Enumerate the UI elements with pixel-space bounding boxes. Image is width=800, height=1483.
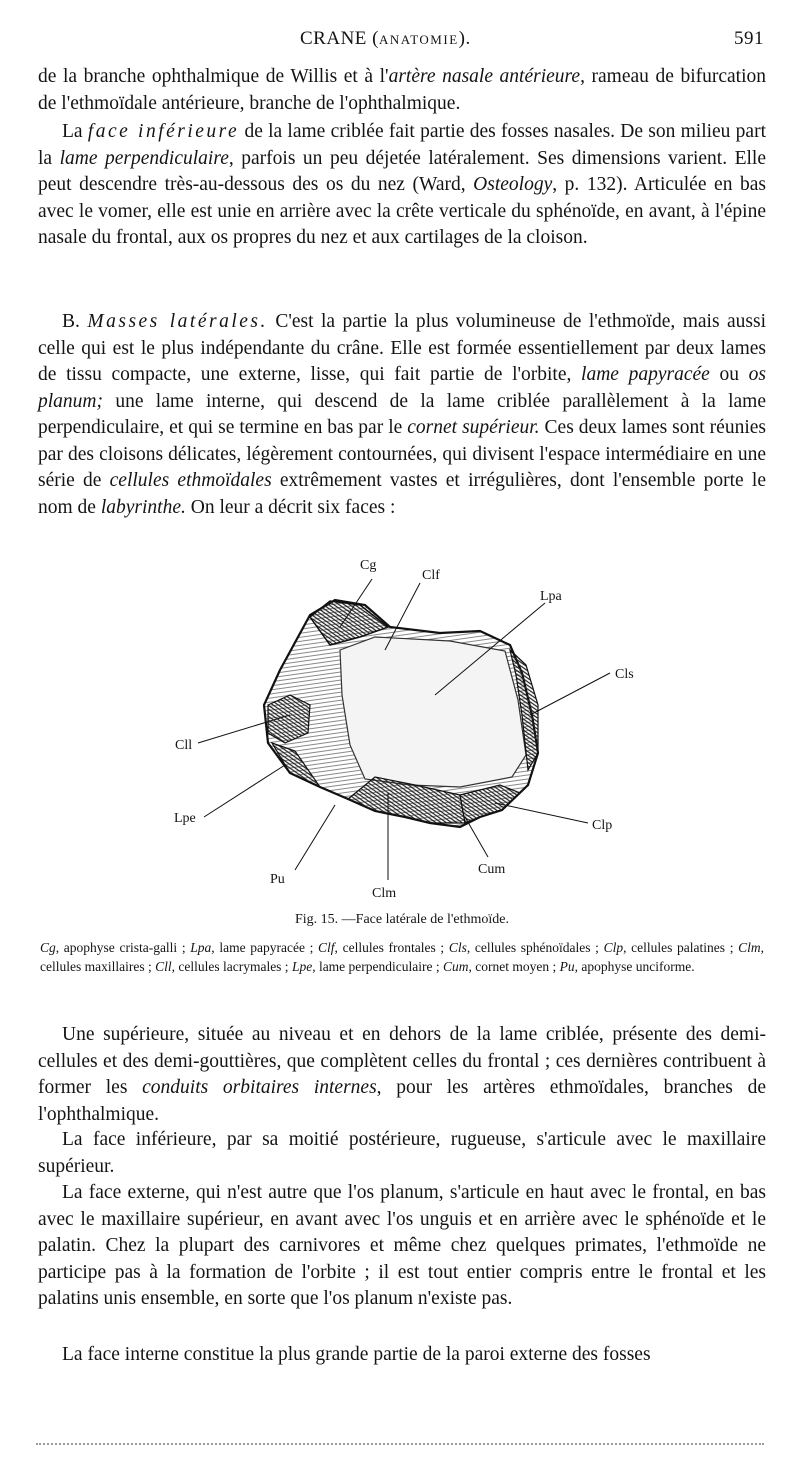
figure-legend: [40, 938, 764, 976]
label-lpa: Lpa: [540, 589, 562, 604]
italic-term: cornet supérieur.: [407, 417, 540, 438]
text-run: , pour les artères ethmoïdales, branches de l'ophthalmique.: [38, 1077, 766, 1125]
label-pu: Pu: [270, 872, 285, 887]
label-clf: Clf: [422, 568, 440, 583]
running-title-end: ).: [458, 28, 471, 49]
text-run: extrêmement vastes et irrégulières, dont l'ensemble porte le nom de: [38, 470, 766, 518]
text-run: , rameau de bifurcation de l'ethmoïdale antérieure, branche de l'ophthalmique.: [38, 66, 766, 114]
paragraph-1: [38, 64, 766, 117]
text-run: Une supérieure, située au niveau et en dehors de la lame criblée, présente des demi-cellules et des demi-gouttières, que complètent celles du frontal ; ces dernières contribuent à former les: [38, 1024, 766, 1098]
text-run: Ces deux lames sont réunies par des cloisons délicates, légèrement contournées, qui divisent l'espace intermédiaire en une série de: [38, 417, 766, 491]
legend-abbr: Lpe: [291, 959, 313, 974]
italic-term: conduits orbitaires internes: [142, 1077, 377, 1098]
text-run: La: [62, 121, 88, 142]
italic-term: lame perpendiculaire: [59, 147, 229, 169]
legend-abbr: Clf: [318, 940, 335, 955]
running-title-main: CRANE (: [300, 28, 379, 49]
text-run: de la branche ophthalmique de Willis et à l': [38, 66, 389, 87]
legend-text: , apophyse unciforme.: [574, 959, 695, 974]
text-run: On leur a décrit six faces :: [185, 496, 396, 518]
legend-text: , lame perpendiculaire ;: [312, 959, 444, 974]
text-run: , parfois un peu déjetée latéralement. Ses dimensions varient. Elle peut descendre très-au-dessous des os du nez (Ward,: [38, 147, 766, 195]
paragraph-7: La face interne constitue la plus grande partie de la paroi externe des fosses: [62, 1344, 651, 1365]
label-cll: Cll: [175, 738, 193, 753]
text-run: ou: [709, 364, 749, 385]
legend-text: , cellules frontales ;: [334, 940, 449, 955]
bone-drawing: [264, 600, 538, 827]
italic-term: Osteology: [473, 174, 553, 195]
legend-text: , cellules lacrymales ;: [171, 959, 292, 974]
ethmoid-figure: [160, 555, 640, 905]
legend-abbr: Cg: [40, 940, 56, 955]
legend-text: , cornet moyen ;: [468, 959, 560, 974]
running-header: [0, 28, 800, 56]
running-title: [300, 28, 471, 50]
legend-abbr: Cll: [155, 959, 172, 974]
legend-text: , cellules palatines ;: [623, 940, 739, 955]
paragraph-5: La face inférieure, par sa moitié postérieure, rugueuse, s'articule avec le maxillaire supérieur.: [38, 1129, 766, 1177]
italic-term: cellules ethmoïdales: [109, 470, 272, 491]
legend-abbr: Lpa: [190, 940, 212, 955]
paragraph-2: [38, 119, 766, 252]
text-run: de la lame criblée fait partie des fosses nasales. De son milieu part la: [38, 121, 766, 169]
legend-abbr: Cum: [443, 959, 469, 974]
legend-abbr: Cls: [448, 940, 467, 955]
legend-abbr: Clp: [603, 940, 624, 955]
legend-text: , cellules sphénoïdales ;: [466, 940, 604, 955]
text-run: , p. 132). Articulée en bas avec le vomer, elle est unie en arrière avec la crête verticale du sphénoïde, en avant, à l'épine nasale du frontal, aux os propres du nez et aux cartilages de la cloison.: [38, 174, 766, 248]
text-run: une lame interne, qui descend de la lame criblée parallèlement à la lame perpendiculaire, et qui se termine en bas par le: [38, 390, 766, 438]
figure-caption-title: Fig. 15. —Face latérale de l'ethmoïde.: [294, 912, 509, 927]
legend-text: , apophyse crista-galli ;: [55, 940, 191, 955]
italic-term: labyrinthe.: [100, 496, 186, 518]
label-cg: Cg: [360, 558, 377, 573]
text-run: B.: [62, 311, 88, 332]
text-run: C'est la partie la plus volumineuse de l'ethmoïde, mais aussi celle qui est le plus indépendante du crâne. Elle est formée essentiellement par deux lames de tissu compacte, une externe, lisse, qui fait partie de l'orbite,: [38, 311, 766, 385]
page-number: 591: [734, 28, 764, 49]
label-lpe: Lpe: [174, 811, 196, 826]
italic-term: artère nasale antérieure: [388, 66, 581, 87]
spaced-heading: Masses latérales.: [87, 311, 268, 332]
spaced-heading: face inférieure: [87, 121, 240, 142]
footer-rule: [36, 1443, 764, 1445]
label-cls: Cls: [615, 667, 634, 682]
legend-text: , cellules maxillaires ;: [40, 940, 765, 974]
paragraph-4: [38, 1022, 766, 1128]
lamina-papyracea: [340, 637, 526, 787]
label-cum: Cum: [478, 862, 506, 877]
paragraph-6: La face externe, qui n'est autre que l'os planum, s'articule en haut avec le frontal, en bas avec le maxillaire supérieur, en avant avec l'os unguis et en arrière avec le sphénoïde et le palatin. Chez la plupart des carnivores et même chez quelques primates, l'ethmoïde ne participe pas à la formation de l'orbite ; il est tout entier compris entre le frontal et les palatins unis ensemble, en sorte que l'os planum n'existe pas.: [38, 1182, 766, 1309]
legend-abbr: Clm: [738, 940, 761, 955]
italic-term: os planum;: [38, 364, 766, 412]
label-clm: Clm: [372, 886, 397, 901]
italic-term: lame papyracée: [581, 364, 710, 385]
legend-abbr: Pu: [559, 959, 575, 974]
label-clp: Clp: [592, 818, 613, 833]
paragraph-3: [38, 309, 766, 521]
legend-text: , lame papyracée ;: [211, 940, 319, 955]
running-title-small-caps: ANATOMIE: [378, 32, 459, 47]
